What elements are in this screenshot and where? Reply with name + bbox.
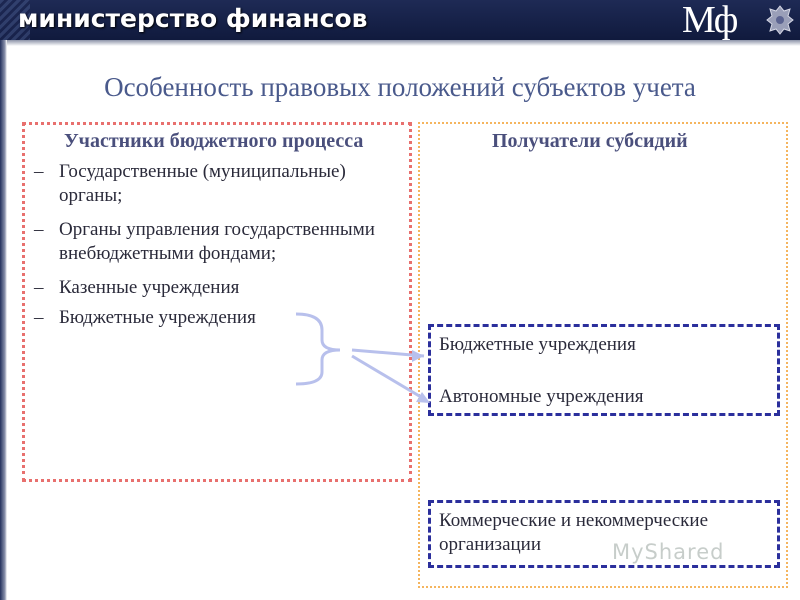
commercial-organizations-box bbox=[428, 500, 780, 568]
ministry-logo: Мф bbox=[682, 0, 737, 40]
slide-title: Особенность правовых положений субъектов учета bbox=[104, 72, 696, 102]
list-item-text: Бюджетные учреждения bbox=[59, 307, 256, 328]
subsidy-recipients-heading: Получатели субсидий bbox=[492, 130, 688, 152]
commercial-organizations-text: Коммерческие и некоммерческие организации bbox=[439, 510, 709, 555]
coat-of-arms-icon bbox=[764, 3, 796, 37]
left-rule bbox=[0, 40, 7, 600]
header-bar bbox=[0, 0, 800, 40]
list-item bbox=[34, 218, 404, 266]
list-item-text: Казенные учреждения bbox=[59, 277, 240, 298]
watermark-text: MyShared bbox=[612, 540, 725, 564]
participants-heading: Участники бюджетного процесса bbox=[64, 130, 364, 152]
header-shadow bbox=[0, 40, 800, 46]
list-item bbox=[34, 276, 404, 300]
dash-marker: – bbox=[34, 161, 44, 182]
dash-marker: – bbox=[34, 277, 44, 298]
autonomous-institutions-text: Автономные учреждения bbox=[439, 386, 644, 407]
ministry-title: министерство финансов bbox=[18, 4, 368, 33]
budget-institutions-text: Бюджетные учреждения bbox=[439, 334, 636, 355]
participants-list bbox=[34, 160, 404, 340]
list-item bbox=[34, 160, 404, 208]
list-item bbox=[34, 306, 404, 330]
list-item-text: Государственные (муниципальные) органы; bbox=[59, 161, 346, 206]
list-item-text: Органы управления государственными внебюджетными фондами; bbox=[59, 219, 375, 264]
budget-institutions-box bbox=[428, 324, 780, 416]
dash-marker: – bbox=[34, 307, 44, 328]
dash-marker: – bbox=[34, 219, 44, 240]
